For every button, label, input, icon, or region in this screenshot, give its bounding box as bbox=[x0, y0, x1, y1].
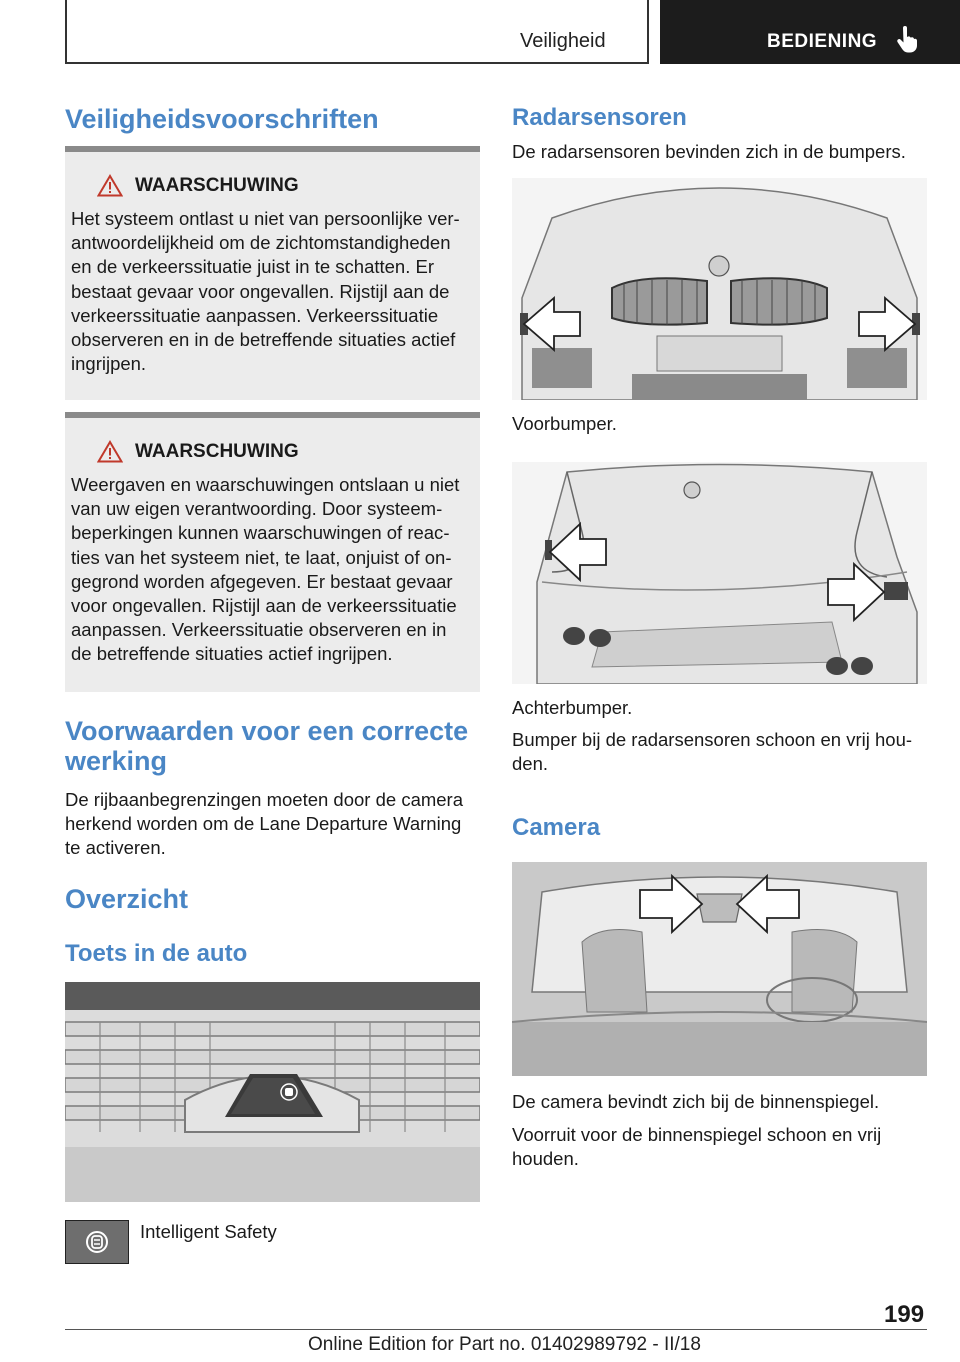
intelligent-safety-button[interactable] bbox=[65, 1220, 129, 1264]
section-title-camera: Camera bbox=[512, 814, 601, 841]
header-rule-bottom bbox=[65, 62, 649, 64]
car-button-illustration bbox=[65, 982, 480, 1202]
footer-rule bbox=[65, 1329, 927, 1330]
header-rule-left bbox=[65, 0, 67, 64]
section-title-radar: Radarsensoren bbox=[512, 104, 687, 131]
warning-label-1: WAARSCHUWING bbox=[135, 174, 299, 196]
subsection-title-button: Toets in de auto bbox=[65, 940, 248, 967]
radar-text: De radarsensoren bevinden zich in de bumpers. bbox=[512, 141, 906, 162]
warning-header-2 bbox=[97, 440, 299, 463]
front-bumper-caption: Voorbumper. bbox=[512, 413, 617, 434]
rear-bumper-caption: Achterbumper. bbox=[512, 697, 633, 718]
warning-triangle-icon bbox=[97, 174, 123, 197]
front-bumper-illustration bbox=[512, 178, 927, 400]
page-title: Veiligheidsvoorschriften bbox=[65, 104, 379, 134]
warning-box-2 bbox=[65, 412, 480, 692]
conditions-text: De rijbaanbegrenzingen moeten door de camera herkend worden om de Lane Departure Warning te activeren. bbox=[65, 789, 464, 858]
warning-header-1 bbox=[97, 174, 299, 197]
camera-illustration bbox=[512, 862, 927, 1076]
header-tab-label: BEDIENING bbox=[767, 31, 878, 52]
section-title-overview: Overzicht bbox=[65, 884, 189, 914]
rear-bumper-illustration bbox=[512, 462, 927, 684]
footer-edition: Online Edition for Part no. 01402989792 - II/18 bbox=[308, 1334, 701, 1355]
section-title-conditions: Voorwaarden voor een correcte werking bbox=[65, 716, 469, 776]
warning-label-2: WAARSCHUWING bbox=[135, 440, 299, 462]
page-number: 199 bbox=[884, 1301, 925, 1328]
header-rule-mid bbox=[647, 0, 649, 64]
button-caption: Intelligent Safety bbox=[140, 1221, 277, 1242]
header-section-label: Veiligheid bbox=[520, 30, 606, 52]
hand-pointer-icon bbox=[896, 26, 918, 54]
rear-bumper-text: Bumper bij de radarsensoren schoon en vrij houden. bbox=[512, 729, 913, 774]
warning-text-2: Weergaven en waarschuwingen ontslaan u niet van uw eigen verantwoording. Door systeembeperkingen kunnen waarschuwingen of reacties van het systeem niet, te laat, onjuist of ongegrond worden afgegeven. Er bestaat gevaar voor ongevallen. Rijstijl aan de verkeerssituatie aanpassen. Verkeerssituatie observeren en in de betreffende situaties actief ingrijpen. bbox=[71, 474, 460, 665]
camera-caption: De camera bevindt zich bij de binnenspiegel. bbox=[512, 1091, 880, 1112]
intelligent-safety-icon bbox=[66, 1221, 128, 1263]
warning-text-1: Het systeem ontlast u niet van persoonlijke verantwoordelijkheid om de zichtomstandigheden en de verkeerssituatie juist in te schatten. Er bestaat gevaar voor ongevallen. Rijstijl aan de verkeerssituatie aanpassen. Verkeerssituatie observeren en in de betreffende situaties actief ingrijpen. bbox=[71, 208, 460, 375]
camera-text: Voorruit voor de binnenspiegel schoon en vrij houden. bbox=[512, 1124, 882, 1169]
warning-box-1 bbox=[65, 146, 480, 400]
warning-triangle-icon bbox=[97, 440, 123, 463]
